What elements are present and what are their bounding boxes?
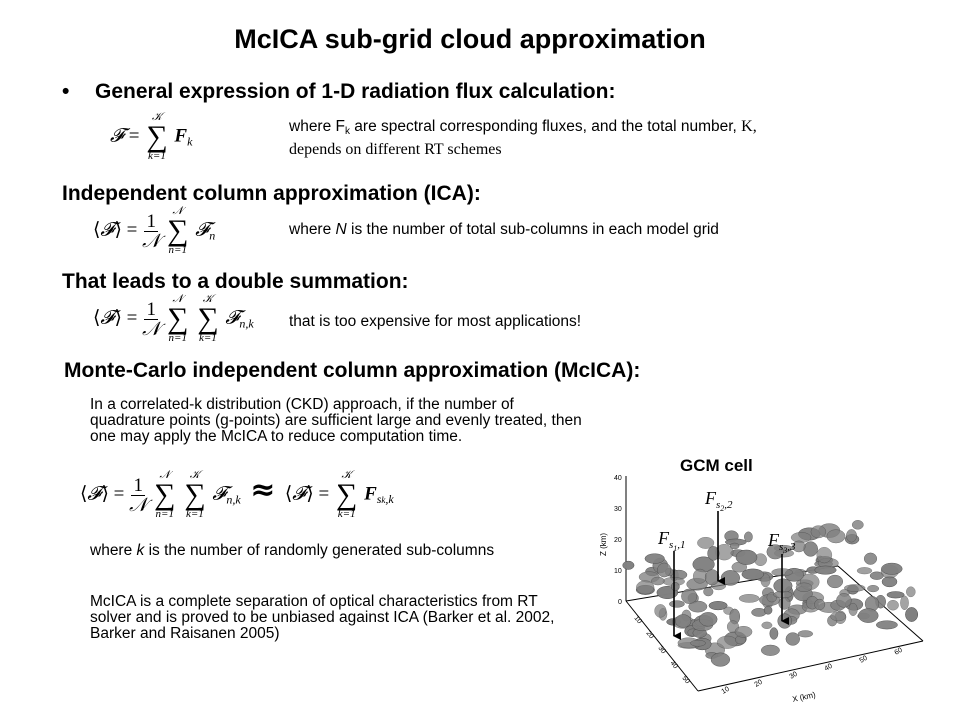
- cloud-blob: [849, 603, 858, 616]
- double-summation-heading: That leads to a double summation:: [62, 270, 409, 293]
- x-tick-label: 60: [893, 646, 904, 657]
- cloud-blob: [704, 587, 714, 596]
- x-tick-label: 20: [753, 678, 764, 689]
- cloud-blob: [735, 626, 752, 637]
- cloud-blob: [831, 612, 846, 621]
- cloud-blob: [815, 566, 836, 574]
- y-tick-label: 20: [644, 629, 655, 641]
- x-tick-label: 30: [788, 670, 799, 681]
- cloud-blob: [651, 577, 664, 585]
- bullet-dot: •: [62, 80, 70, 103]
- y-tick-label: 30: [656, 644, 667, 656]
- cloud-blob: [876, 621, 897, 629]
- z-axis-label: Z (km): [599, 532, 608, 556]
- cloud-blob: [852, 520, 863, 529]
- y-tick-label: 40: [668, 659, 679, 671]
- cloud-blob: [778, 614, 792, 629]
- cloud-blob: [857, 567, 872, 574]
- cloud-blob: [657, 563, 671, 577]
- cloud-blob: [864, 553, 877, 565]
- cloud-blob: [736, 550, 757, 565]
- cloud-blob: [761, 645, 779, 656]
- cloud-blob: [786, 633, 800, 646]
- cloud-blob: [742, 569, 764, 580]
- cloud-blob: [690, 640, 705, 646]
- x-tick-label: 40: [823, 662, 834, 673]
- z-tick-label: 30: [614, 506, 622, 513]
- cloud-blob: [623, 561, 634, 569]
- cloud-blob: [681, 589, 697, 604]
- cloud-blob: [827, 530, 845, 543]
- ica-heading: Independent column approximation (ICA):: [62, 182, 481, 205]
- equation-mcica: ⟨𝓕⟩ = $\frac{1}{\text{𝒩}}$ 𝒩 ∑ n=1 𝒦 ∑ k=1 𝓕$_{n,k}$ ≈ ⟨𝓕⟩ = 𝒦 ∑ k=1 $F_{sk,k}$: [80, 469, 394, 520]
- double-sum-description: that is too expensive for most applications!: [289, 313, 582, 330]
- x-tick-label: 50: [858, 654, 869, 665]
- flux-description: where $F_k$ are spectral corresponding fluxes, and the total number, K, depends on different RT schemes: [289, 118, 757, 158]
- cloud-blob: [796, 583, 812, 592]
- approx-symbol: ≈: [250, 472, 276, 508]
- cloud-blob: [846, 529, 856, 542]
- z-tick-label: 0: [618, 599, 622, 606]
- cloud-blob: [693, 569, 707, 583]
- cloud-blob: [827, 575, 843, 588]
- mcica-conclusion: McICA is a complete separation of optical characteristics from RT solver and is proved to be unbiased against ICA (Barker et al. 2002, Barker and Raisanen 2005): [90, 593, 555, 642]
- general-expression-heading: General expression of 1-D radiation flux calculation:: [95, 80, 616, 103]
- flux-label-3: $F_s3,3$: [768, 530, 796, 555]
- cloud-blob: [811, 526, 826, 538]
- cloud-blob: [655, 604, 667, 617]
- cloud-blob: [798, 631, 813, 638]
- cloud-blob: [739, 594, 759, 602]
- cloud-blob: [900, 596, 908, 610]
- x-axis-label: X (km): [791, 690, 817, 704]
- z-tick-label: 10: [614, 568, 622, 575]
- cloud-blob: [764, 606, 772, 614]
- cloud-blob: [669, 601, 684, 608]
- mcica-intro: In a correlated-k distribution (CKD) approach, if the number of quadrature points (g-points) are sufficient large and evenly treated, then one may apply the McICA to reduce computation time.: [90, 396, 582, 445]
- equation-ica: ⟨𝓕⟩ = $\frac{1}{\text{𝒩}}$ 𝒩 ∑ n=1 𝓕$_n$: [93, 205, 216, 256]
- cloud-blob: [636, 581, 654, 595]
- cloud-blob: [699, 612, 717, 626]
- cloud-blob: [711, 653, 730, 667]
- cloud-blob: [906, 587, 915, 597]
- cloud-blob: [867, 585, 878, 592]
- z-tick-label: 20: [614, 537, 622, 544]
- cloud-blob: [730, 543, 739, 549]
- cloud-blob: [881, 563, 902, 574]
- equation-double-sum: ⟨𝓕⟩ = $\frac{1}{\text{𝒩}}$ 𝒩 ∑ n=1 𝒦 ∑ k=1 𝓕$_{n,k}$: [93, 293, 254, 344]
- cloud-blob: [645, 554, 665, 564]
- flux-label-2: $F_s2,2$: [705, 488, 733, 513]
- random-subcolumns-description: where k is the number of randomly generated sub-columns: [90, 542, 495, 559]
- cloud-blob: [804, 542, 818, 557]
- cloud-blob: [762, 622, 772, 629]
- x-tick-label: 10: [720, 685, 731, 696]
- cloud-blob: [774, 579, 793, 593]
- gcm-cell-figure: [588, 466, 950, 711]
- cloud-blob: [817, 547, 832, 563]
- ica-description: where N is the number of total sub-columns in each model grid: [289, 221, 719, 238]
- cloud-blob: [671, 582, 679, 591]
- flux-label-1: $F_s1,1$: [658, 528, 686, 553]
- cloud-blob: [836, 593, 851, 607]
- equation-total-flux: 𝓕 = 𝒦 ∑ k=1 $F_k$: [110, 111, 193, 162]
- mcica-heading: Monte-Carlo independent column approximation (McICA):: [64, 359, 641, 382]
- y-tick-label: 10: [632, 614, 643, 626]
- page-title: McICA sub-grid cloud approximation: [234, 24, 706, 54]
- cloud-blob: [705, 570, 719, 586]
- cloud-blob: [717, 636, 737, 649]
- cloud-blob: [770, 628, 778, 640]
- cloud-blob: [887, 592, 904, 599]
- cloud-blob: [675, 615, 691, 628]
- z-tick-label: 40: [614, 475, 622, 482]
- cloud-blob: [858, 609, 878, 623]
- cloud-blob: [779, 597, 791, 609]
- cloud-blob: [815, 599, 825, 610]
- cloud-blob: [887, 600, 898, 610]
- y-tick-label: 50: [680, 674, 691, 686]
- cloud-blob: [905, 607, 917, 621]
- figure-title: GCM cell: [680, 456, 753, 475]
- cloud-blob: [744, 532, 752, 542]
